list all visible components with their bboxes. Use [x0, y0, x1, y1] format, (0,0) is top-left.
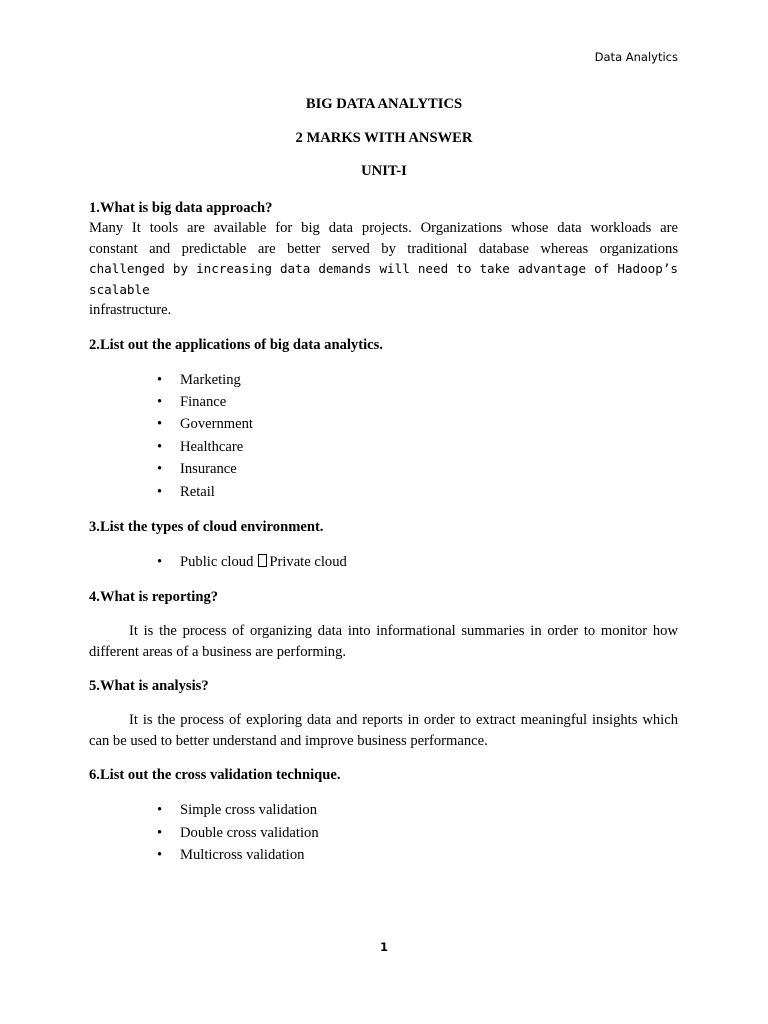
answer-4: It is the process of organizing data into informational summaries in order to monitor how different areas of a business are performing.	[89, 623, 678, 660]
list-item: • Government	[157, 413, 678, 435]
question-6: 6.List out the cross validation technique.	[89, 767, 341, 784]
question-1: 1.What is big data approach?	[89, 200, 273, 216]
running-header: Data Analytics	[594, 50, 678, 64]
cloud-type-private: Private cloud	[269, 553, 347, 570]
list-item	[157, 551, 678, 573]
unit-heading: UNIT-I	[361, 163, 407, 179]
list-item: • Finance	[157, 391, 678, 413]
question-2: 2.List out the applications of big data analytics.	[89, 336, 383, 353]
list-item: • Retail	[157, 481, 678, 503]
document-subtitle: 2 MARKS WITH ANSWER	[295, 130, 473, 146]
missing-glyph-icon	[258, 554, 267, 567]
answer-5: It is the process of exploring data and reports in order to extract meaningful insights which can be used to better understand and improve business performance.	[89, 712, 678, 749]
document-body	[89, 198, 678, 867]
list-item: • Multicross validation	[157, 844, 678, 866]
cloud-types-list	[89, 551, 678, 573]
page-number: 1	[379, 940, 388, 954]
cross-validation-list	[89, 799, 678, 866]
list-item: • Healthcare	[157, 436, 678, 458]
question-5: 5.What is analysis?	[89, 678, 209, 695]
document-title: BIG DATA ANALYTICS	[305, 96, 463, 112]
answer-1-line-1: Many It tools are available for big data projects. Organizations whose data workloads are	[89, 220, 678, 236]
question-4: 4.What is reporting?	[89, 589, 219, 606]
cloud-type-public: Public cloud	[180, 553, 254, 570]
list-item: • Simple cross validation	[157, 799, 678, 821]
answer-1-line-3: challenged by increasing data demands will need to take advantage of Hadoop’s scalable	[89, 261, 678, 297]
question-3: 3.List the types of cloud environment.	[89, 518, 324, 535]
applications-list	[89, 369, 678, 503]
answer-1-line-2: constant and predictable are better served by traditional database whereas organizations	[89, 240, 678, 257]
list-item: • Marketing	[157, 369, 678, 391]
list-item: • Double cross validation	[157, 822, 678, 844]
answer-1-line-4: infrastructure.	[89, 302, 172, 318]
list-item: • Insurance	[157, 458, 678, 480]
